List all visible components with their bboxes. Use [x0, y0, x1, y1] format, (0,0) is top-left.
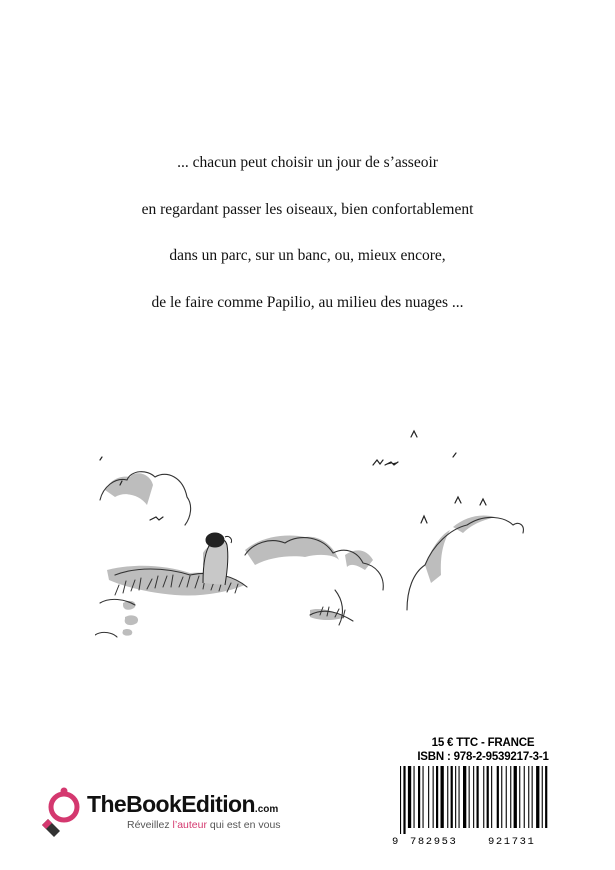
- poem-text: [0, 140, 615, 326]
- barcode-bar: [536, 766, 539, 828]
- isbn-label: ISBN : 978-2-9539217-3-1: [417, 751, 549, 763]
- poem-line: ... chacun peut choisir un jour de s’asseoir: [177, 154, 438, 171]
- barcode-bar: [403, 766, 405, 834]
- tagline-before: Réveillez: [127, 819, 173, 831]
- barcode-digits: [392, 836, 572, 850]
- barcode-bar: [441, 766, 444, 828]
- barcode-bar: [483, 766, 484, 828]
- barcode-bar: [542, 766, 543, 828]
- barcode-bar: [455, 766, 456, 828]
- poem-line: en regardant passer les oiseaux, bien confortablement: [141, 200, 474, 218]
- barcode-bar: [519, 766, 520, 828]
- barcode-bar: [477, 766, 479, 828]
- barcode-bar: [433, 766, 434, 828]
- barcode-bar: [408, 766, 411, 828]
- poem-line: dans un parc, sur un banc, ou, mieux encore,: [169, 247, 446, 264]
- barcode-bar: [423, 766, 424, 828]
- barcode-bar: [545, 766, 547, 828]
- barcode-bar: [414, 766, 415, 828]
- barcode-bar: [506, 766, 507, 828]
- barcode-bar: [528, 766, 529, 828]
- barcode-bar: [491, 766, 492, 828]
- barcode-bar: [418, 766, 420, 828]
- price-block: [393, 736, 573, 764]
- price-label: 15 € TTC - FRANCE: [431, 737, 535, 749]
- poem-line: de le faire comme Papilio, au milieu des nuages ...: [151, 293, 464, 311]
- publisher-name-text: TheBookEdition: [87, 791, 255, 817]
- barcode-bar: [497, 766, 499, 828]
- isbn-barcode: [398, 766, 568, 834]
- barcode-bar: [501, 766, 502, 828]
- barcode-bar: [514, 766, 517, 828]
- cloud-shadows: [105, 473, 495, 635]
- barcode-bar: [436, 766, 438, 828]
- barcode-bar: [459, 766, 460, 828]
- publisher-logo: [40, 783, 330, 843]
- barcode-right-group: 921731: [488, 836, 536, 848]
- publisher-tagline: [127, 819, 281, 831]
- barcode-bar: [487, 766, 489, 828]
- barcode-left-group: 782953: [410, 836, 458, 848]
- barcode-bar: [510, 766, 511, 828]
- barcode-bar: [451, 766, 453, 828]
- barcode-first-digit: 9: [392, 836, 399, 848]
- barcode-bar: [524, 766, 525, 828]
- barcode-bar: [447, 766, 448, 828]
- barcode-bar: [400, 766, 401, 834]
- barcode-bar: [463, 766, 466, 828]
- publisher-logo-icon: [40, 785, 82, 837]
- barcode-bar: [532, 766, 533, 828]
- clouds-illustration: [95, 425, 525, 655]
- barcode-bar: [428, 766, 429, 828]
- barcode-bar: [469, 766, 470, 828]
- barcode-bar: [473, 766, 474, 828]
- tagline-accent: l’auteur: [172, 819, 207, 831]
- birds: [100, 431, 486, 523]
- tagline-after: qui est en vous: [206, 819, 281, 831]
- publisher-domain-suffix: .com: [254, 804, 279, 815]
